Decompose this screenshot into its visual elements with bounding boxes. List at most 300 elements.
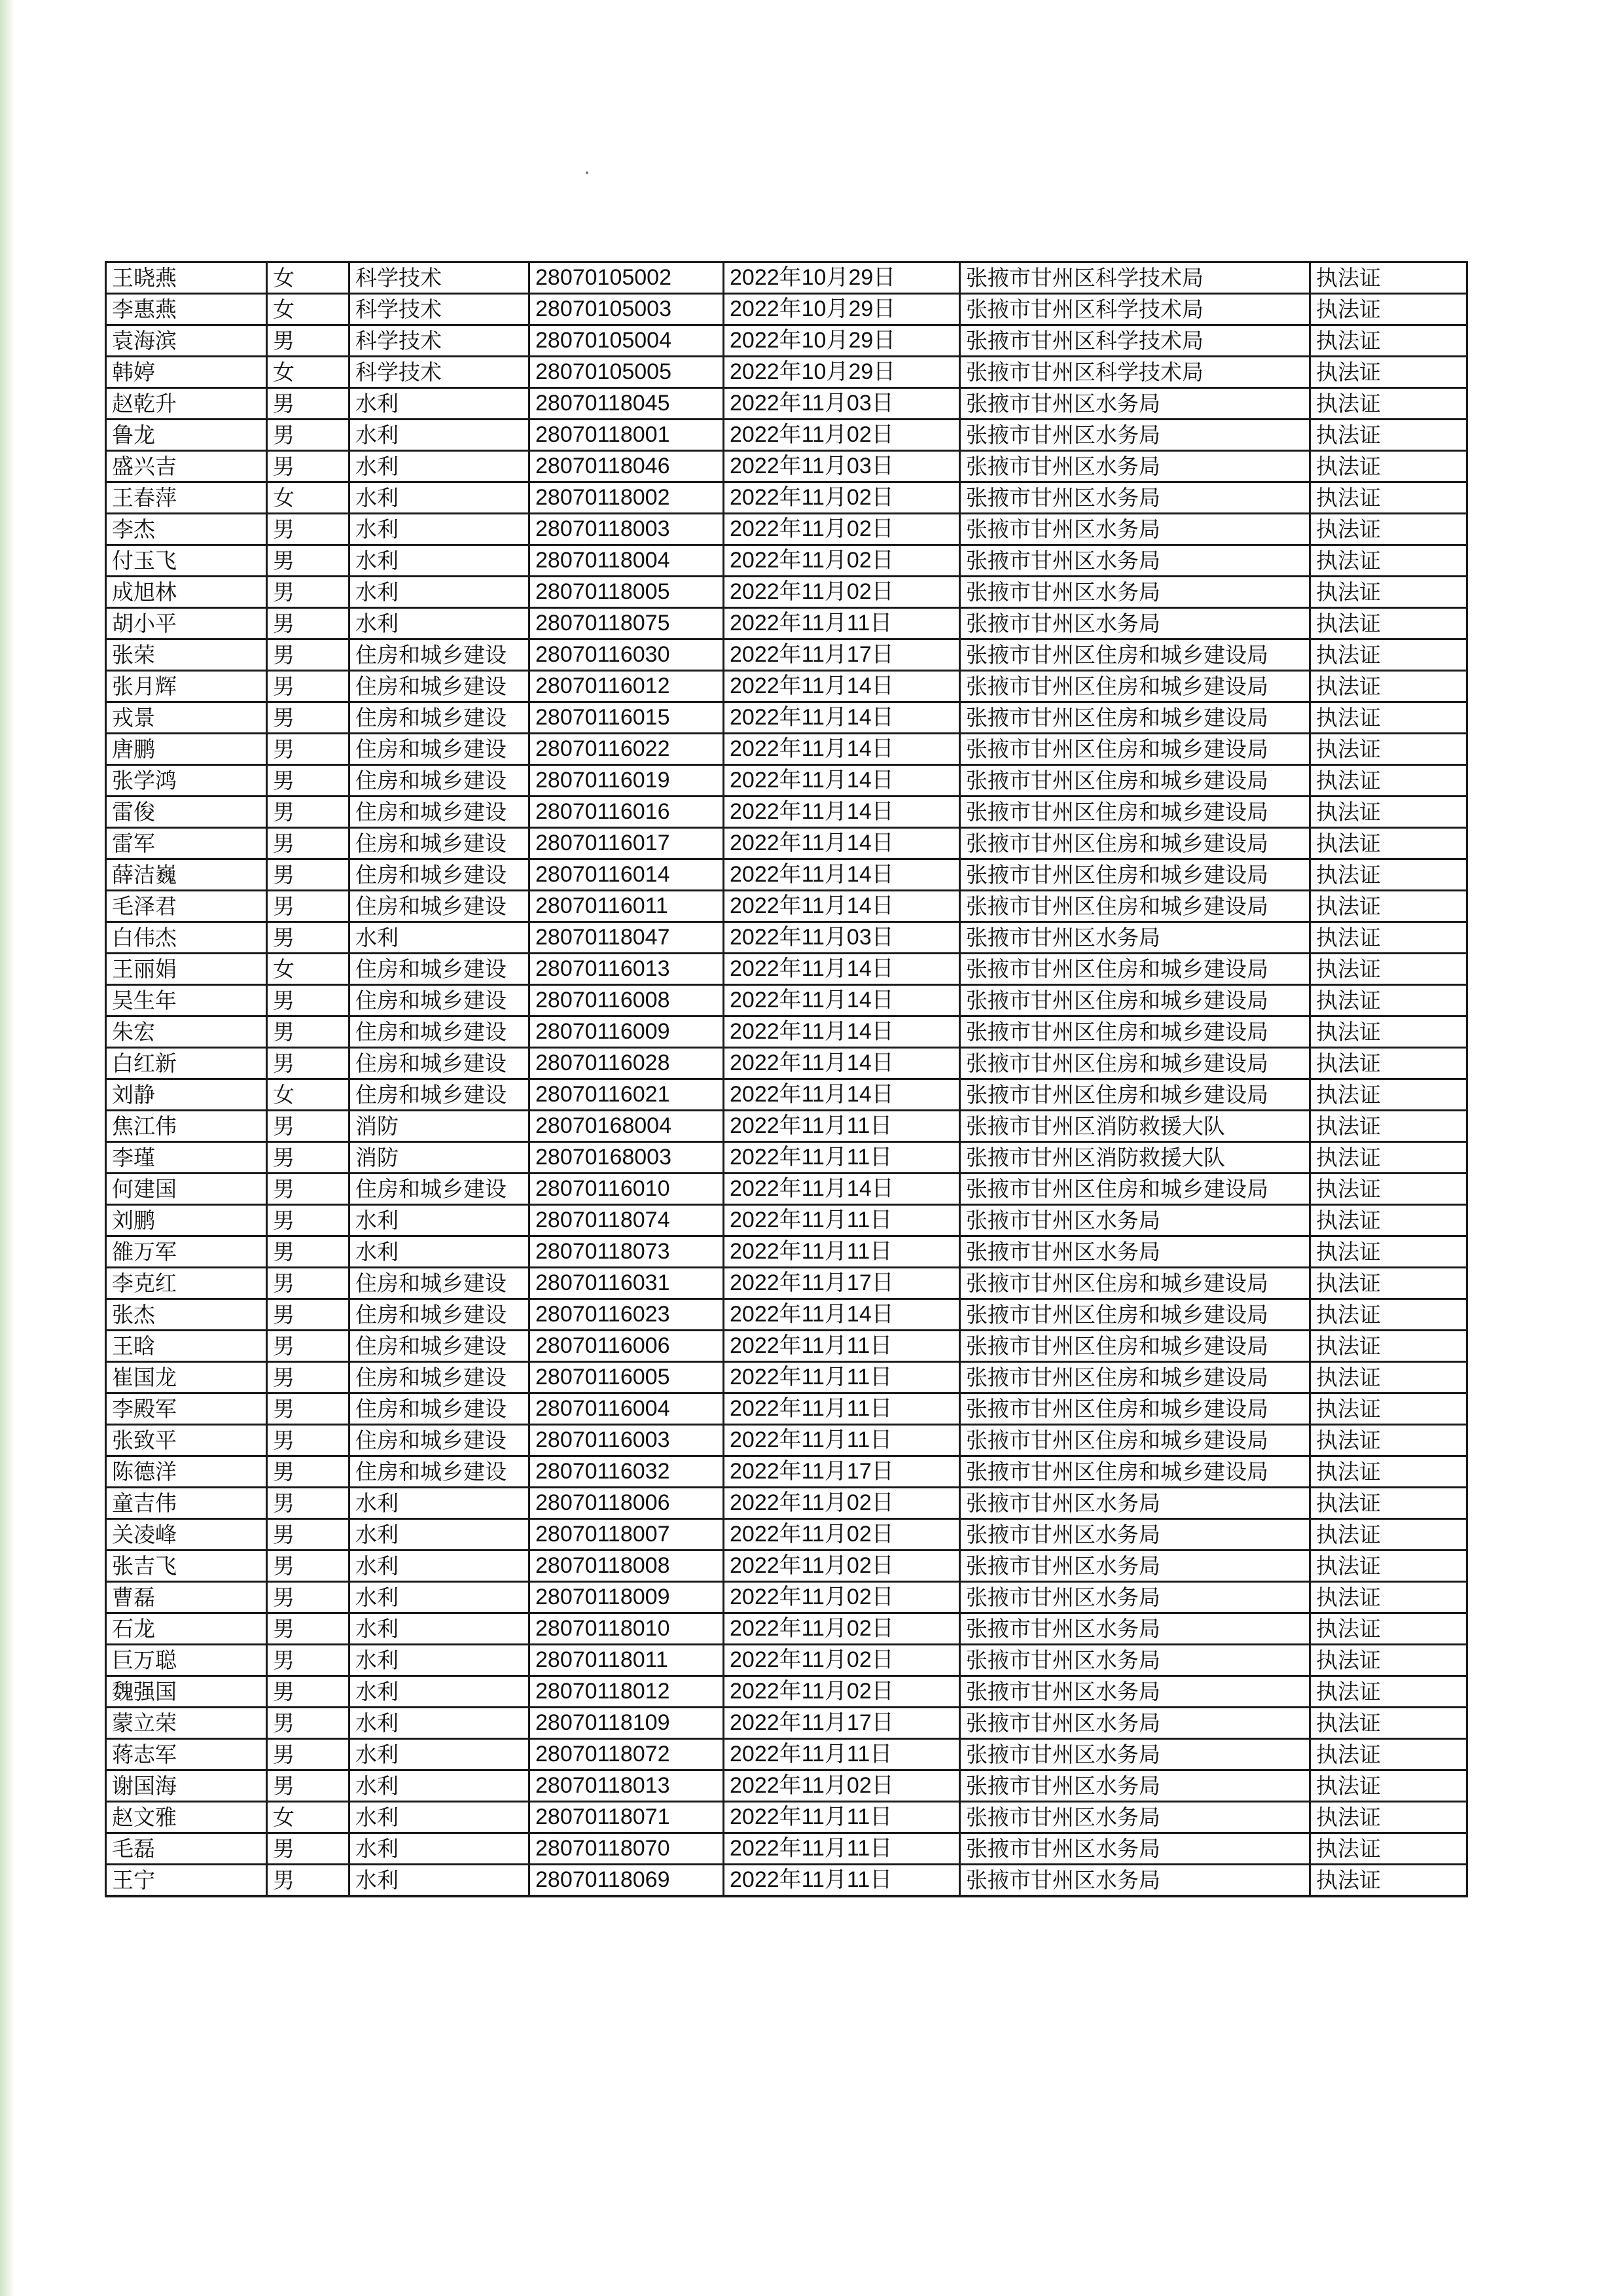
- certificate-type-cell: 执法证: [1310, 891, 1467, 922]
- gender-cell: 女: [267, 954, 349, 985]
- gender-cell: 男: [267, 1299, 349, 1331]
- certificate-number-cell: 28070116015: [529, 702, 724, 734]
- certificate-type-cell: 执法证: [1310, 1425, 1467, 1456]
- name-cell: 蒙立荣: [106, 1708, 267, 1739]
- agency-cell: 张掖市甘州区水务局: [960, 1488, 1310, 1519]
- gender-cell: 男: [267, 577, 349, 608]
- field-cell: 住房和城乡建设: [349, 797, 529, 828]
- agency-cell: 张掖市甘州区水务局: [960, 1582, 1310, 1613]
- certificate-type-cell: 执法证: [1310, 420, 1467, 451]
- name-cell: 王春萍: [106, 482, 267, 514]
- certificate-type-cell: 执法证: [1310, 1393, 1467, 1425]
- field-cell: 水利: [349, 388, 529, 420]
- agency-cell: 张掖市甘州区水务局: [960, 1770, 1310, 1802]
- agency-cell: 张掖市甘州区水务局: [960, 1739, 1310, 1770]
- field-cell: 科学技术: [349, 262, 529, 294]
- gender-cell: 男: [267, 1770, 349, 1802]
- issue-date-cell: 2022年11月11日: [724, 1362, 960, 1393]
- field-cell: 水利: [349, 1551, 529, 1582]
- gender-cell: 女: [267, 1802, 349, 1833]
- name-cell: 李杰: [106, 514, 267, 545]
- agency-cell: 张掖市甘州区住房和城乡建设局: [960, 1016, 1310, 1048]
- field-cell: 水利: [349, 577, 529, 608]
- agency-cell: 张掖市甘州区水务局: [960, 577, 1310, 608]
- table-row: [106, 859, 1467, 891]
- field-cell: 住房和城乡建设: [349, 1016, 529, 1048]
- certificate-number-cell: 28070118008: [529, 1551, 724, 1582]
- gender-cell: 男: [267, 1268, 349, 1299]
- certificate-number-cell: 28070118047: [529, 922, 724, 954]
- gender-cell: 男: [267, 451, 349, 482]
- table-row: [106, 1079, 1467, 1111]
- issue-date-cell: 2022年11月17日: [724, 1268, 960, 1299]
- gender-cell: 男: [267, 1362, 349, 1393]
- certificate-type-cell: 执法证: [1310, 1174, 1467, 1205]
- issue-date-cell: 2022年11月17日: [724, 639, 960, 671]
- table-row: [106, 1833, 1467, 1865]
- agency-cell: 张掖市甘州区住房和城乡建设局: [960, 1393, 1310, 1425]
- certificate-type-cell: 执法证: [1310, 1456, 1467, 1488]
- name-cell: 李克红: [106, 1268, 267, 1299]
- field-cell: 水利: [349, 1770, 529, 1802]
- certificate-type-cell: 执法证: [1310, 765, 1467, 797]
- certificate-number-cell: 28070118012: [529, 1676, 724, 1708]
- certificate-number-cell: 28070116011: [529, 891, 724, 922]
- certificate-type-cell: 执法证: [1310, 608, 1467, 639]
- certificate-type-cell: 执法证: [1310, 1048, 1467, 1079]
- certificate-type-cell: 执法证: [1310, 922, 1467, 954]
- agency-cell: 张掖市甘州区水务局: [960, 1519, 1310, 1551]
- issue-date-cell: 2022年11月14日: [724, 859, 960, 891]
- certificate-type-cell: 执法证: [1310, 1016, 1467, 1048]
- field-cell: 住房和城乡建设: [349, 765, 529, 797]
- name-cell: 毛磊: [106, 1833, 267, 1865]
- field-cell: 住房和城乡建设: [349, 891, 529, 922]
- field-cell: 水利: [349, 1519, 529, 1551]
- name-cell: 谢国海: [106, 1770, 267, 1802]
- table-row: [106, 1488, 1467, 1519]
- certificate-number-cell: 28070118005: [529, 577, 724, 608]
- issue-date-cell: 2022年10月29日: [724, 325, 960, 357]
- gender-cell: 男: [267, 734, 349, 765]
- name-cell: 李殿军: [106, 1393, 267, 1425]
- table-row: [106, 294, 1467, 325]
- certificate-type-cell: 执法证: [1310, 1205, 1467, 1236]
- certificate-type-cell: 执法证: [1310, 1833, 1467, 1865]
- name-cell: 唐鹏: [106, 734, 267, 765]
- table-row: [106, 1519, 1467, 1551]
- certificate-number-cell: 28070116012: [529, 671, 724, 702]
- gender-cell: 男: [267, 1582, 349, 1613]
- gender-cell: 男: [267, 1739, 349, 1770]
- issue-date-cell: 2022年11月14日: [724, 1079, 960, 1111]
- gender-cell: 男: [267, 1236, 349, 1268]
- certificate-type-cell: 执法证: [1310, 1331, 1467, 1362]
- agency-cell: 张掖市甘州区水务局: [960, 1865, 1310, 1897]
- gender-cell: 男: [267, 1111, 349, 1142]
- table-row: [106, 1142, 1467, 1174]
- name-cell: 王丽娟: [106, 954, 267, 985]
- certificate-type-cell: 执法证: [1310, 1268, 1467, 1299]
- issue-date-cell: 2022年11月11日: [724, 1393, 960, 1425]
- certificate-number-cell: 28070118073: [529, 1236, 724, 1268]
- field-cell: 水利: [349, 1488, 529, 1519]
- certificate-type-cell: 执法证: [1310, 1739, 1467, 1770]
- agency-cell: 张掖市甘州区消防救援大队: [960, 1111, 1310, 1142]
- gender-cell: 男: [267, 420, 349, 451]
- certificate-type-cell: 执法证: [1310, 451, 1467, 482]
- certificate-number-cell: 28070116006: [529, 1331, 724, 1362]
- agency-cell: 张掖市甘州区水务局: [960, 388, 1310, 420]
- issue-date-cell: 2022年11月11日: [724, 1236, 960, 1268]
- certificate-type-cell: 执法证: [1310, 1079, 1467, 1111]
- issue-date-cell: 2022年11月14日: [724, 828, 960, 859]
- issue-date-cell: 2022年11月02日: [724, 1613, 960, 1645]
- issue-date-cell: 2022年11月14日: [724, 985, 960, 1016]
- name-cell: 戎景: [106, 702, 267, 734]
- table-row: [106, 482, 1467, 514]
- table-row: [106, 1425, 1467, 1456]
- agency-cell: 张掖市甘州区科学技术局: [960, 357, 1310, 388]
- field-cell: 住房和城乡建设: [349, 1425, 529, 1456]
- issue-date-cell: 2022年11月02日: [724, 514, 960, 545]
- issue-date-cell: 2022年11月14日: [724, 1174, 960, 1205]
- certificate-number-cell: 28070118069: [529, 1865, 724, 1897]
- table-row: [106, 1111, 1467, 1142]
- issue-date-cell: 2022年11月14日: [724, 671, 960, 702]
- table-row: [106, 388, 1467, 420]
- certificate-number-cell: 28070118011: [529, 1645, 724, 1676]
- gender-cell: 男: [267, 828, 349, 859]
- field-cell: 住房和城乡建设: [349, 702, 529, 734]
- table-row: [106, 1708, 1467, 1739]
- table-row: [106, 514, 1467, 545]
- certificate-number-cell: 28070118074: [529, 1205, 724, 1236]
- issue-date-cell: 2022年10月29日: [724, 294, 960, 325]
- certificate-number-cell: 28070116030: [529, 639, 724, 671]
- certificate-number-cell: 28070116021: [529, 1079, 724, 1111]
- field-cell: 住房和城乡建设: [349, 828, 529, 859]
- table-row: [106, 1551, 1467, 1582]
- field-cell: 住房和城乡建设: [349, 1268, 529, 1299]
- issue-date-cell: 2022年11月11日: [724, 1111, 960, 1142]
- issue-date-cell: 2022年11月11日: [724, 1865, 960, 1897]
- issue-date-cell: 2022年11月02日: [724, 577, 960, 608]
- table-row: [106, 1582, 1467, 1613]
- certificate-number-cell: 28070116016: [529, 797, 724, 828]
- gender-cell: 男: [267, 1142, 349, 1174]
- gender-cell: 男: [267, 1393, 349, 1425]
- name-cell: 白红新: [106, 1048, 267, 1079]
- name-cell: 白伟杰: [106, 922, 267, 954]
- certificate-type-cell: 执法证: [1310, 985, 1467, 1016]
- gender-cell: 男: [267, 797, 349, 828]
- gender-cell: 男: [267, 1331, 349, 1362]
- gender-cell: 男: [267, 1708, 349, 1739]
- name-cell: 李惠燕: [106, 294, 267, 325]
- certificate-type-cell: 执法证: [1310, 671, 1467, 702]
- field-cell: 住房和城乡建设: [349, 859, 529, 891]
- field-cell: 水利: [349, 922, 529, 954]
- issue-date-cell: 2022年11月17日: [724, 1708, 960, 1739]
- certificate-type-cell: 执法证: [1310, 325, 1467, 357]
- gender-cell: 男: [267, 1174, 349, 1205]
- table-row: [106, 357, 1467, 388]
- issue-date-cell: 2022年11月14日: [724, 1299, 960, 1331]
- name-cell: 鲁龙: [106, 420, 267, 451]
- issue-date-cell: 2022年11月14日: [724, 954, 960, 985]
- agency-cell: 张掖市甘州区水务局: [960, 1802, 1310, 1833]
- certificate-type-cell: 执法证: [1310, 357, 1467, 388]
- table-row: [106, 577, 1467, 608]
- gender-cell: 男: [267, 1456, 349, 1488]
- agency-cell: 张掖市甘州区水务局: [960, 1236, 1310, 1268]
- agency-cell: 张掖市甘州区住房和城乡建设局: [960, 1174, 1310, 1205]
- name-cell: 雷俊: [106, 797, 267, 828]
- field-cell: 住房和城乡建设: [349, 639, 529, 671]
- issue-date-cell: 2022年11月14日: [724, 765, 960, 797]
- table-row: [106, 765, 1467, 797]
- certificate-number-cell: 28070116032: [529, 1456, 724, 1488]
- name-cell: 雷军: [106, 828, 267, 859]
- gender-cell: 男: [267, 1425, 349, 1456]
- issue-date-cell: 2022年11月11日: [724, 608, 960, 639]
- field-cell: 消防: [349, 1142, 529, 1174]
- scan-speck: [586, 171, 588, 174]
- issue-date-cell: 2022年11月14日: [724, 702, 960, 734]
- gender-cell: 男: [267, 1205, 349, 1236]
- certificate-type-cell: 执法证: [1310, 828, 1467, 859]
- table-row: [106, 1613, 1467, 1645]
- name-cell: 张荣: [106, 639, 267, 671]
- table-row: [106, 702, 1467, 734]
- field-cell: 水利: [349, 1833, 529, 1865]
- issue-date-cell: 2022年10月29日: [724, 262, 960, 294]
- agency-cell: 张掖市甘州区住房和城乡建设局: [960, 1362, 1310, 1393]
- agency-cell: 张掖市甘州区住房和城乡建设局: [960, 734, 1310, 765]
- issue-date-cell: 2022年11月14日: [724, 1016, 960, 1048]
- name-cell: 张吉飞: [106, 1551, 267, 1582]
- name-cell: 刘静: [106, 1079, 267, 1111]
- table-row: [106, 1236, 1467, 1268]
- name-cell: 童吉伟: [106, 1488, 267, 1519]
- certificate-number-cell: 28070118004: [529, 545, 724, 577]
- certificate-type-cell: 执法证: [1310, 1613, 1467, 1645]
- field-cell: 科学技术: [349, 294, 529, 325]
- certificate-type-cell: 执法证: [1310, 1519, 1467, 1551]
- certificate-number-cell: 28070116031: [529, 1268, 724, 1299]
- field-cell: 水利: [349, 1645, 529, 1676]
- issue-date-cell: 2022年11月14日: [724, 1048, 960, 1079]
- agency-cell: 张掖市甘州区住房和城乡建设局: [960, 639, 1310, 671]
- name-cell: 何建国: [106, 1174, 267, 1205]
- gender-cell: 男: [267, 671, 349, 702]
- agency-cell: 张掖市甘州区水务局: [960, 608, 1310, 639]
- gender-cell: 男: [267, 985, 349, 1016]
- agency-cell: 张掖市甘州区水务局: [960, 922, 1310, 954]
- certificate-type-cell: 执法证: [1310, 797, 1467, 828]
- field-cell: 水利: [349, 451, 529, 482]
- gender-cell: 女: [267, 294, 349, 325]
- certificate-number-cell: 28070118071: [529, 1802, 724, 1833]
- certificate-number-cell: 28070105005: [529, 357, 724, 388]
- table-row: [106, 639, 1467, 671]
- field-cell: 水利: [349, 420, 529, 451]
- name-cell: 吴生年: [106, 985, 267, 1016]
- field-cell: 住房和城乡建设: [349, 1331, 529, 1362]
- issue-date-cell: 2022年11月11日: [724, 1142, 960, 1174]
- agency-cell: 张掖市甘州区住房和城乡建设局: [960, 1299, 1310, 1331]
- name-cell: 朱宏: [106, 1016, 267, 1048]
- name-cell: 崔国龙: [106, 1362, 267, 1393]
- certificate-number-cell: 28070118109: [529, 1708, 724, 1739]
- field-cell: 水利: [349, 545, 529, 577]
- field-cell: 科学技术: [349, 325, 529, 357]
- certificate-number-cell: 28070118013: [529, 1770, 724, 1802]
- name-cell: 盛兴吉: [106, 451, 267, 482]
- field-cell: 水利: [349, 1205, 529, 1236]
- issue-date-cell: 2022年11月02日: [724, 545, 960, 577]
- certificate-type-cell: 执法证: [1310, 734, 1467, 765]
- field-cell: 水利: [349, 1739, 529, 1770]
- certificate-type-cell: 执法证: [1310, 1488, 1467, 1519]
- table-row: [106, 828, 1467, 859]
- table-row: [106, 325, 1467, 357]
- certificate-number-cell: 28070105002: [529, 262, 724, 294]
- issue-date-cell: 2022年11月02日: [724, 1582, 960, 1613]
- certificate-number-cell: 28070116023: [529, 1299, 724, 1331]
- table-row: [106, 922, 1467, 954]
- issue-date-cell: 2022年11月11日: [724, 1425, 960, 1456]
- agency-cell: 张掖市甘州区住房和城乡建设局: [960, 797, 1310, 828]
- agency-cell: 张掖市甘州区住房和城乡建设局: [960, 1268, 1310, 1299]
- table-row: [106, 1802, 1467, 1833]
- name-cell: 毛泽君: [106, 891, 267, 922]
- roster-body: [106, 262, 1467, 1897]
- agency-cell: 张掖市甘州区住房和城乡建设局: [960, 828, 1310, 859]
- table-row: [106, 985, 1467, 1016]
- certificate-number-cell: 28070118075: [529, 608, 724, 639]
- table-row: [106, 1268, 1467, 1299]
- agency-cell: 张掖市甘州区水务局: [960, 1708, 1310, 1739]
- agency-cell: 张掖市甘州区住房和城乡建设局: [960, 985, 1310, 1016]
- field-cell: 住房和城乡建设: [349, 954, 529, 985]
- table-row: [106, 954, 1467, 985]
- field-cell: 科学技术: [349, 357, 529, 388]
- agency-cell: 张掖市甘州区住房和城乡建设局: [960, 702, 1310, 734]
- gender-cell: 男: [267, 922, 349, 954]
- gender-cell: 男: [267, 1016, 349, 1048]
- name-cell: 袁海滨: [106, 325, 267, 357]
- field-cell: 住房和城乡建设: [349, 1299, 529, 1331]
- certificate-number-cell: 28070118009: [529, 1582, 724, 1613]
- certificate-type-cell: 执法证: [1310, 1299, 1467, 1331]
- table-row: [106, 891, 1467, 922]
- scan-left-edge: [0, 0, 14, 2296]
- agency-cell: 张掖市甘州区住房和城乡建设局: [960, 671, 1310, 702]
- agency-cell: 张掖市甘州区水务局: [960, 514, 1310, 545]
- gender-cell: 男: [267, 765, 349, 797]
- gender-cell: 男: [267, 1551, 349, 1582]
- gender-cell: 男: [267, 1613, 349, 1645]
- field-cell: 住房和城乡建设: [349, 985, 529, 1016]
- issue-date-cell: 2022年11月11日: [724, 1739, 960, 1770]
- certificate-type-cell: 执法证: [1310, 1551, 1467, 1582]
- name-cell: 巨万聪: [106, 1645, 267, 1676]
- field-cell: 住房和城乡建设: [349, 1393, 529, 1425]
- certificate-type-cell: 执法证: [1310, 388, 1467, 420]
- certificate-number-cell: 28070116003: [529, 1425, 724, 1456]
- issue-date-cell: 2022年11月11日: [724, 1205, 960, 1236]
- agency-cell: 张掖市甘州区住房和城乡建设局: [960, 891, 1310, 922]
- issue-date-cell: 2022年11月14日: [724, 797, 960, 828]
- gender-cell: 女: [267, 262, 349, 294]
- certificate-type-cell: 执法证: [1310, 639, 1467, 671]
- issue-date-cell: 2022年11月02日: [724, 1551, 960, 1582]
- agency-cell: 张掖市甘州区水务局: [960, 451, 1310, 482]
- table-row: [106, 671, 1467, 702]
- table-row: [106, 1174, 1467, 1205]
- certificate-number-cell: 28070118046: [529, 451, 724, 482]
- name-cell: 张学鸿: [106, 765, 267, 797]
- agency-cell: 张掖市甘州区水务局: [960, 482, 1310, 514]
- certificate-number-cell: 28070116004: [529, 1393, 724, 1425]
- certificate-number-cell: 28070118045: [529, 388, 724, 420]
- certificate-type-cell: 执法证: [1310, 577, 1467, 608]
- certificate-type-cell: 执法证: [1310, 1802, 1467, 1833]
- field-cell: 住房和城乡建设: [349, 1048, 529, 1079]
- name-cell: 王晓燕: [106, 262, 267, 294]
- table-row: [106, 1865, 1467, 1897]
- field-cell: 住房和城乡建设: [349, 1456, 529, 1488]
- field-cell: 水利: [349, 1582, 529, 1613]
- table-row: [106, 545, 1467, 577]
- gender-cell: 男: [267, 1676, 349, 1708]
- table-row: [106, 1362, 1467, 1393]
- certificate-type-cell: 执法证: [1310, 954, 1467, 985]
- name-cell: 韩婷: [106, 357, 267, 388]
- gender-cell: 女: [267, 357, 349, 388]
- name-cell: 石龙: [106, 1613, 267, 1645]
- agency-cell: 张掖市甘州区水务局: [960, 1551, 1310, 1582]
- gender-cell: 女: [267, 1079, 349, 1111]
- gender-cell: 男: [267, 1488, 349, 1519]
- certificate-type-cell: 执法证: [1310, 294, 1467, 325]
- agency-cell: 张掖市甘州区科学技术局: [960, 325, 1310, 357]
- name-cell: 张月辉: [106, 671, 267, 702]
- gender-cell: 男: [267, 1519, 349, 1551]
- table-row: [106, 1676, 1467, 1708]
- agency-cell: 张掖市甘州区水务局: [960, 1613, 1310, 1645]
- issue-date-cell: 2022年11月02日: [724, 482, 960, 514]
- certificate-number-cell: 28070168003: [529, 1142, 724, 1174]
- gender-cell: 男: [267, 702, 349, 734]
- gender-cell: 男: [267, 639, 349, 671]
- certificate-type-cell: 执法证: [1310, 545, 1467, 577]
- table-row: [106, 1016, 1467, 1048]
- table-row: [106, 797, 1467, 828]
- gender-cell: 男: [267, 514, 349, 545]
- certificate-type-cell: 执法证: [1310, 1708, 1467, 1739]
- certificate-number-cell: 28070118007: [529, 1519, 724, 1551]
- name-cell: 关凌峰: [106, 1519, 267, 1551]
- certificate-type-cell: 执法证: [1310, 1111, 1467, 1142]
- name-cell: 赵文雅: [106, 1802, 267, 1833]
- certificate-type-cell: 执法证: [1310, 702, 1467, 734]
- agency-cell: 张掖市甘州区水务局: [960, 1676, 1310, 1708]
- field-cell: 水利: [349, 1865, 529, 1897]
- issue-date-cell: 2022年11月02日: [724, 1676, 960, 1708]
